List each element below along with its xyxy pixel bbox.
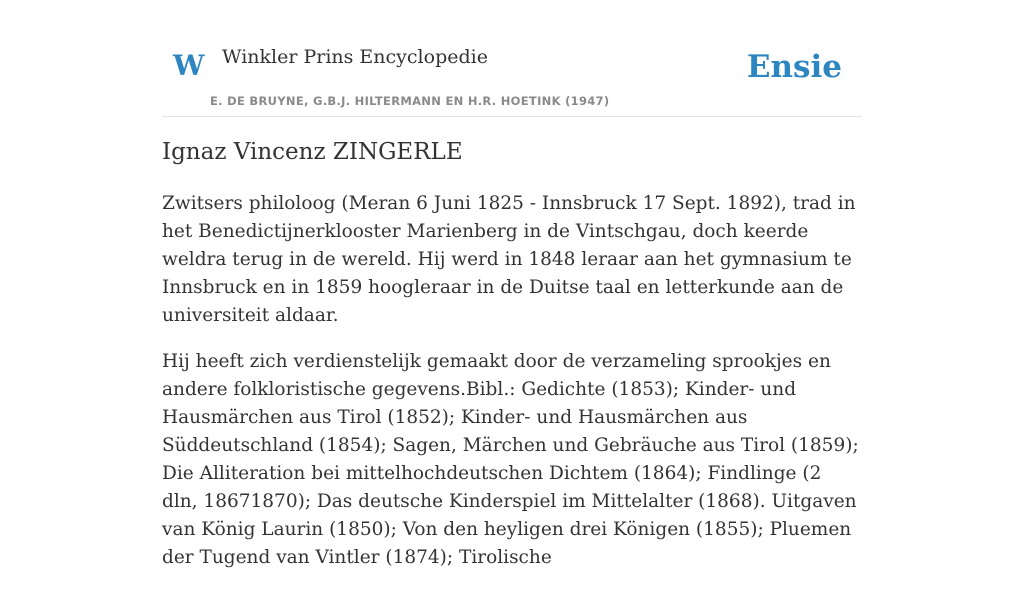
- article-paragraph-1: Zwitsers philoloog (Meran 6 Juni 1825 - Innsbruck 17 Sept. 1892), trad in het Benedictijnerklooster Marienberg in de Vintschgau, doch keerde weldra terug in de wereld. Hij werd in 1848 leraar aan het gymnasium te Innsbruck en in 1859 hoogleraar in de Duitse taal en letterkunde aan de universiteit aldaar.: [162, 192, 856, 326]
- authors-line: E. DE BRUYNE, G.B.J. HILTERMANN EN H.R. HOETINK (1947): [210, 94, 610, 108]
- article: [162, 138, 862, 590]
- article-title: Ignaz Vincenz ZINGERLE: [162, 139, 463, 165]
- ensie-brand-link[interactable]: Ensie: [746, 49, 842, 85]
- logo-w-icon[interactable]: W: [173, 49, 205, 82]
- article-paragraph-2: Hij heeft zich verdienstelijk gemaakt door de verzameling sprookjes en andere folkloristische gegevens.Bibl.: Gedichte (1853); Kinder- und Hausmärchen aus Tirol (1852); Kinder- und Hausmärchen aus Süddeutschland (1854); Sagen, Märchen und Gebräuche aus Tirol (1859); Die Alliteration bei mittelhochdeutschen Dichtem (1864); Findlinge (2 dln, 18671870); Das deutsche Kinderspiel im Mittelalter (1868). Uitgaven van König Laurin (1850); Von den heyligen drei Königen (1855); Pluemen der Tugend van Vintler (1874); Tirolische: [162, 350, 859, 568]
- site-header: [162, 0, 862, 117]
- site-title[interactable]: Winkler Prins Encyclopedie: [222, 46, 488, 68]
